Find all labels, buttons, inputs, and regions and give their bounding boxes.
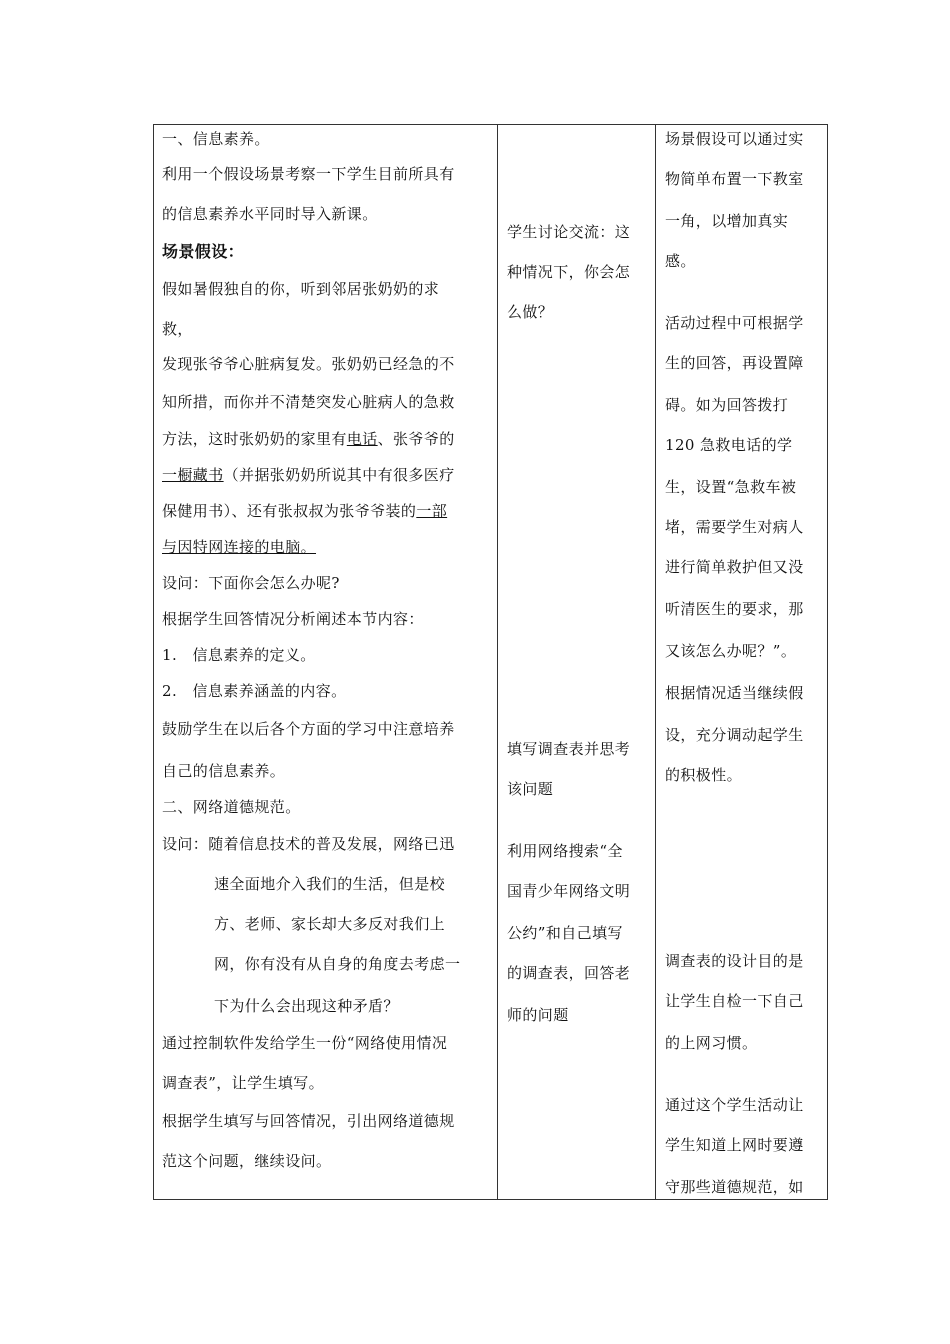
activity-note-line: 学生知道上网时要遵 (665, 1136, 804, 1154)
process-note-line: 听清医生的要求，那 (665, 600, 804, 618)
process-note-line: 进行简单救护但又没 (665, 558, 804, 576)
ethics-line: 范这个问题，继续设问。 (162, 1152, 332, 1170)
scene-line (162, 429, 455, 449)
list-item: 2. 信息素养涵盖的内容。 (162, 682, 347, 700)
section1-title: 一、信息素养。 (162, 130, 270, 148)
scene-line: 假如暑假独自的你，听到邻居张奶奶的求 (162, 280, 440, 298)
computer-underlined: 与因特网连接的电脑。 (162, 538, 317, 556)
scene-text: 保健用书）、还有张叔叔为张爷爷装的 (162, 502, 417, 520)
search-line: 师的问题 (507, 1006, 569, 1024)
search-line: 的调查表，回答老 (507, 964, 631, 982)
question2-line: 速全面地介入我们的生活，但是校 (214, 875, 446, 893)
process-note-line: 碍。如为回答拨打 (665, 396, 789, 414)
search-line: 利用网络搜索“全 (507, 842, 623, 860)
process-note-line: 活动过程中可根据学 (665, 314, 804, 332)
survey-line: 调查表”，让学生填写。 (162, 1074, 325, 1092)
table-row (154, 125, 828, 1200)
scene-text: （并据张奶奶所说其中有很多医疗 (223, 466, 455, 484)
discussion-line: 么做？ (507, 303, 554, 321)
process-note-line: 堵，需要学生对病人 (665, 518, 804, 536)
process-note-line: 生的回答，再设置障 (665, 354, 804, 372)
student-activity-cell (498, 125, 656, 1200)
survey-line: 通过控制软件发给学生一份“网络使用情况 (162, 1034, 448, 1052)
process-note-line: 根据情况适当继续假 (665, 684, 804, 702)
design-intent-cell (656, 125, 828, 1200)
question2-line: 网，你有没有从自身的角度去考虑一 (214, 955, 461, 973)
survey-purpose-line: 的上网习惯。 (665, 1034, 758, 1052)
fill-survey-line: 填写调查表并思考 (507, 740, 631, 758)
ethics-line: 根据学生填写与回答情况，引出网络道德规 (162, 1112, 455, 1130)
activity-note-line: 通过这个学生活动让 (665, 1096, 804, 1114)
scene-line (162, 465, 455, 485)
setup-note-line: 场景假设可以通过实 (665, 130, 804, 148)
process-note-line: 生，设置“急救车被 (665, 478, 797, 496)
scene-line: 救， (162, 320, 193, 338)
search-line: 国青少年网络文明 (507, 882, 631, 900)
fill-survey-line: 该问题 (507, 780, 554, 798)
activity-note-line: 守那些道德规范，如 (665, 1178, 804, 1196)
search-line: 公约”和自己填写 (507, 924, 623, 942)
setup-note-line: 感。 (665, 252, 696, 270)
setup-note-line: 物简单布置一下教室 (665, 170, 804, 188)
section2-title: 二、网络道德规范。 (162, 798, 301, 816)
scene-text: 方法，这时张奶奶的家里有 (162, 430, 347, 448)
question2-line: 方、老师、家长却大多反对我们上 (214, 915, 446, 933)
question-line: 设问：下面你会怎么办呢? (162, 574, 340, 592)
discussion-line: 种情况下，你会怎 (507, 263, 631, 281)
process-note-line: 120 急救电话的学 (665, 436, 793, 454)
encourage-line: 自己的信息素养。 (162, 762, 286, 780)
process-note-line: 的积极性。 (665, 766, 743, 784)
scene-line: 知所措，而你并不清楚突发心脏病人的急救 (162, 393, 455, 411)
scene-text: 、张爷爷的 (377, 430, 455, 448)
question2-line: 设问：随着信息技术的普及发展，网络已迅 (162, 835, 455, 853)
analysis-line: 根据学生回答情况分析阐述本节内容： (162, 610, 424, 628)
scene-line: 发现张爷爷心脏病复发。张奶奶已经急的不 (162, 355, 455, 373)
list-item: 1. 信息素养的定义。 (162, 646, 316, 664)
phone-underlined: 电话 (346, 430, 378, 448)
process-note-line: 又该怎么办呢？”。 (665, 642, 797, 660)
question2-line: 下为什么会出现这种矛盾？ (214, 997, 399, 1015)
bookcase-underlined: 一橱藏书 (162, 466, 224, 484)
encourage-line: 鼓励学生在以后各个方面的学习中注意培养 (162, 720, 455, 738)
survey-purpose-line: 调查表的设计目的是 (665, 952, 804, 970)
survey-purpose-line: 让学生自检一下自己 (665, 992, 804, 1010)
intro-line: 利用一个假设场景考察一下学生目前所具有 (162, 165, 455, 183)
discussion-line: 学生讨论交流：这 (507, 223, 631, 241)
teaching-content-cell (154, 125, 498, 1200)
process-note-line: 设，充分调动起学生 (665, 726, 804, 744)
scene-heading: 场景假设： (162, 242, 245, 261)
computer-underlined: 一部 (416, 502, 448, 520)
scene-line (162, 501, 447, 521)
intro-line: 的信息素养水平同时导入新课。 (162, 205, 378, 223)
setup-note-line: 一角，以增加真实 (665, 212, 789, 230)
lesson-plan-table (153, 124, 828, 1200)
